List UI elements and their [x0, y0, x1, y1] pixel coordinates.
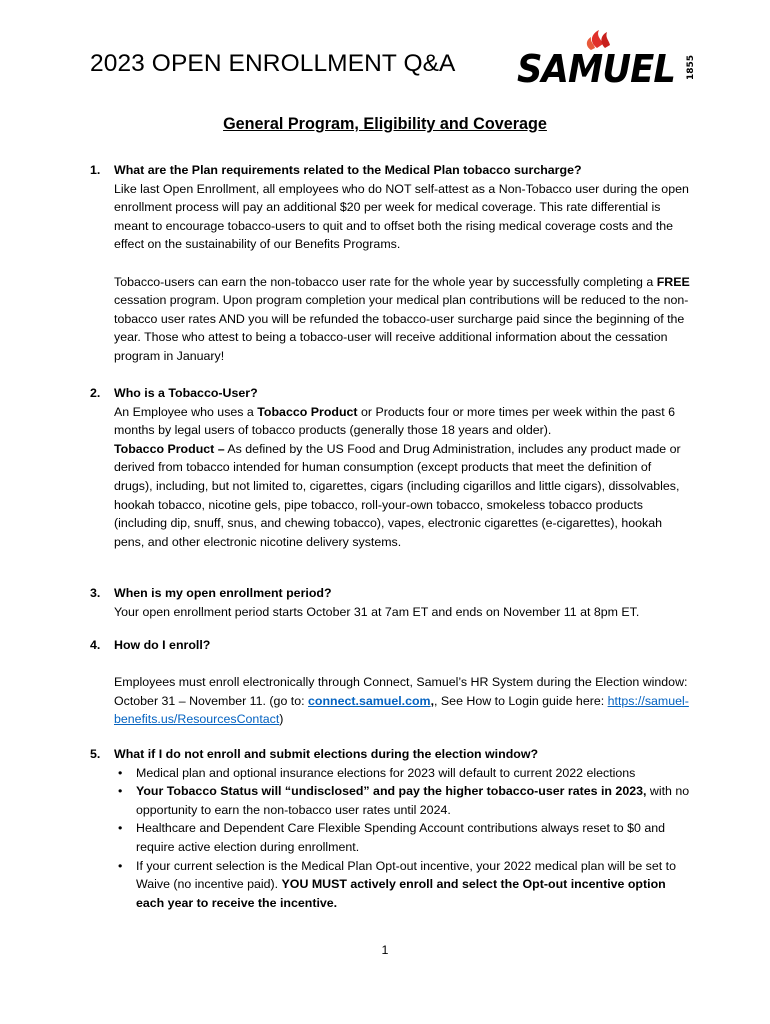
question-text: What if I do not enroll and submit elections during the election window? [114, 747, 539, 761]
answer-paragraph: An Employee who uses a Tobacco Product or Products four or more times per week within the past 6 months by legal users of tobacco products (generally those 18 years and older). [114, 404, 676, 438]
question-number: 3. [90, 586, 101, 600]
section-heading: General Program, Eligibility and Coverage [223, 115, 547, 133]
list-item: • If your current selection is the Medical Plan Opt-out incentive, your 2022 medical plan will be set to Waive (no incentive paid). YOU MUST actively enroll and select the Opt-out incentive option each year to receive the incentive. [118, 858, 676, 910]
question-number: 2. [90, 386, 101, 400]
resources-contact-link[interactable]: https://samuel-benefits.us/ResourcesContact [114, 693, 689, 727]
question-1 [90, 161, 690, 366]
document-title: 2023 OPEN ENROLLMENT Q&A [90, 50, 456, 77]
bullet-icon: • [118, 765, 123, 780]
logo-year: 1855 [686, 54, 696, 80]
default-elections-list [114, 764, 690, 913]
question-number: 5. [90, 747, 101, 761]
logo-wordmark: SAMUEL [517, 47, 675, 88]
bullet-icon: • [118, 784, 123, 799]
question-2 [90, 384, 690, 551]
connect-link[interactable]: connect.samuel.com [308, 693, 431, 708]
answer-paragraph: Your open enrollment period starts October 31 at 7am ET and ends on November 11 at 8pm ET. [114, 604, 640, 619]
bullet-icon: • [118, 821, 123, 836]
samuel-logo [517, 30, 697, 88]
tobacco-product-definition: Tobacco Product – As defined by the US Food and Drug Administration, includes any product made or derived from tobacco intended for human consumption (except products that meet the definition of drugs), including, but not limited to, cigarettes, cigars (including cigarillos and little cigars), dissolvables, hookah tobacco, nicotine gels, pipe tobacco, roll-your-own tobacco, smokeless tobacco products (including dip, snuff, snus, and chewing tobacco), vapes, electronic cigarettes (e-cigarettes), hookah pens, and other electronic nicotine delivery systems. [114, 441, 681, 549]
question-text: When is my open enrollment period? [114, 586, 332, 600]
question-number: 1. [90, 163, 101, 177]
question-4 [90, 636, 690, 729]
question-number: 4. [90, 638, 101, 652]
answer-paragraph: Employees must enroll electronically through Connect, Samuel’s HR System during the Election window: October 31 – November 11. (go to: connect.samuel.com,, See How to Login guide here: https://samuel-benefits.us/ResourcesContact) [114, 675, 689, 727]
question-5 [90, 745, 690, 912]
flame-logo-icon [517, 30, 697, 88]
list-item: • Your Tobacco Status will “undisclosed” and pay the higher tobacco-user rates in 2023, with no opportunity to earn the non-tobacco user rates until 2024. [118, 784, 690, 817]
question-text: How do I enroll? [114, 638, 211, 652]
answer-paragraph: Tobacco-users can earn the non-tobacco user rate for the whole year by successfully completing a FREE cessation program. Upon program completion your medical plan contributions will be reduced to the non-tobacco user rates AND you will be refunded the tobacco-user surcharge paid since the beginning of the year. Those who attest to being a tobacco-user will receive additional information about the cessation program in January! [114, 274, 690, 363]
answer-paragraph: Like last Open Enrollment, all employees who do NOT self-attest as a Non-Tobacco user during the open enrollment process will pay an additional $20 per week for medical coverage. This rate differential is meant to encourage tobacco-users to quit and to offset both the rising medical coverage costs and the effect on the sustainability of our Benefits Programs. [114, 181, 689, 252]
question-3 [90, 584, 690, 621]
list-item: • Healthcare and Dependent Care Flexible Spending Account contributions always reset to $0 and require active election during enrollment. [118, 821, 665, 854]
question-text: What are the Plan requirements related to the Medical Plan tobacco surcharge? [114, 163, 582, 177]
list-item: • Medical plan and optional insurance elections for 2023 will default to current 2022 elections [114, 764, 690, 783]
bullet-icon: • [118, 858, 123, 873]
page-number: 1 [381, 943, 389, 957]
question-text: Who is a Tobacco-User? [114, 386, 258, 400]
